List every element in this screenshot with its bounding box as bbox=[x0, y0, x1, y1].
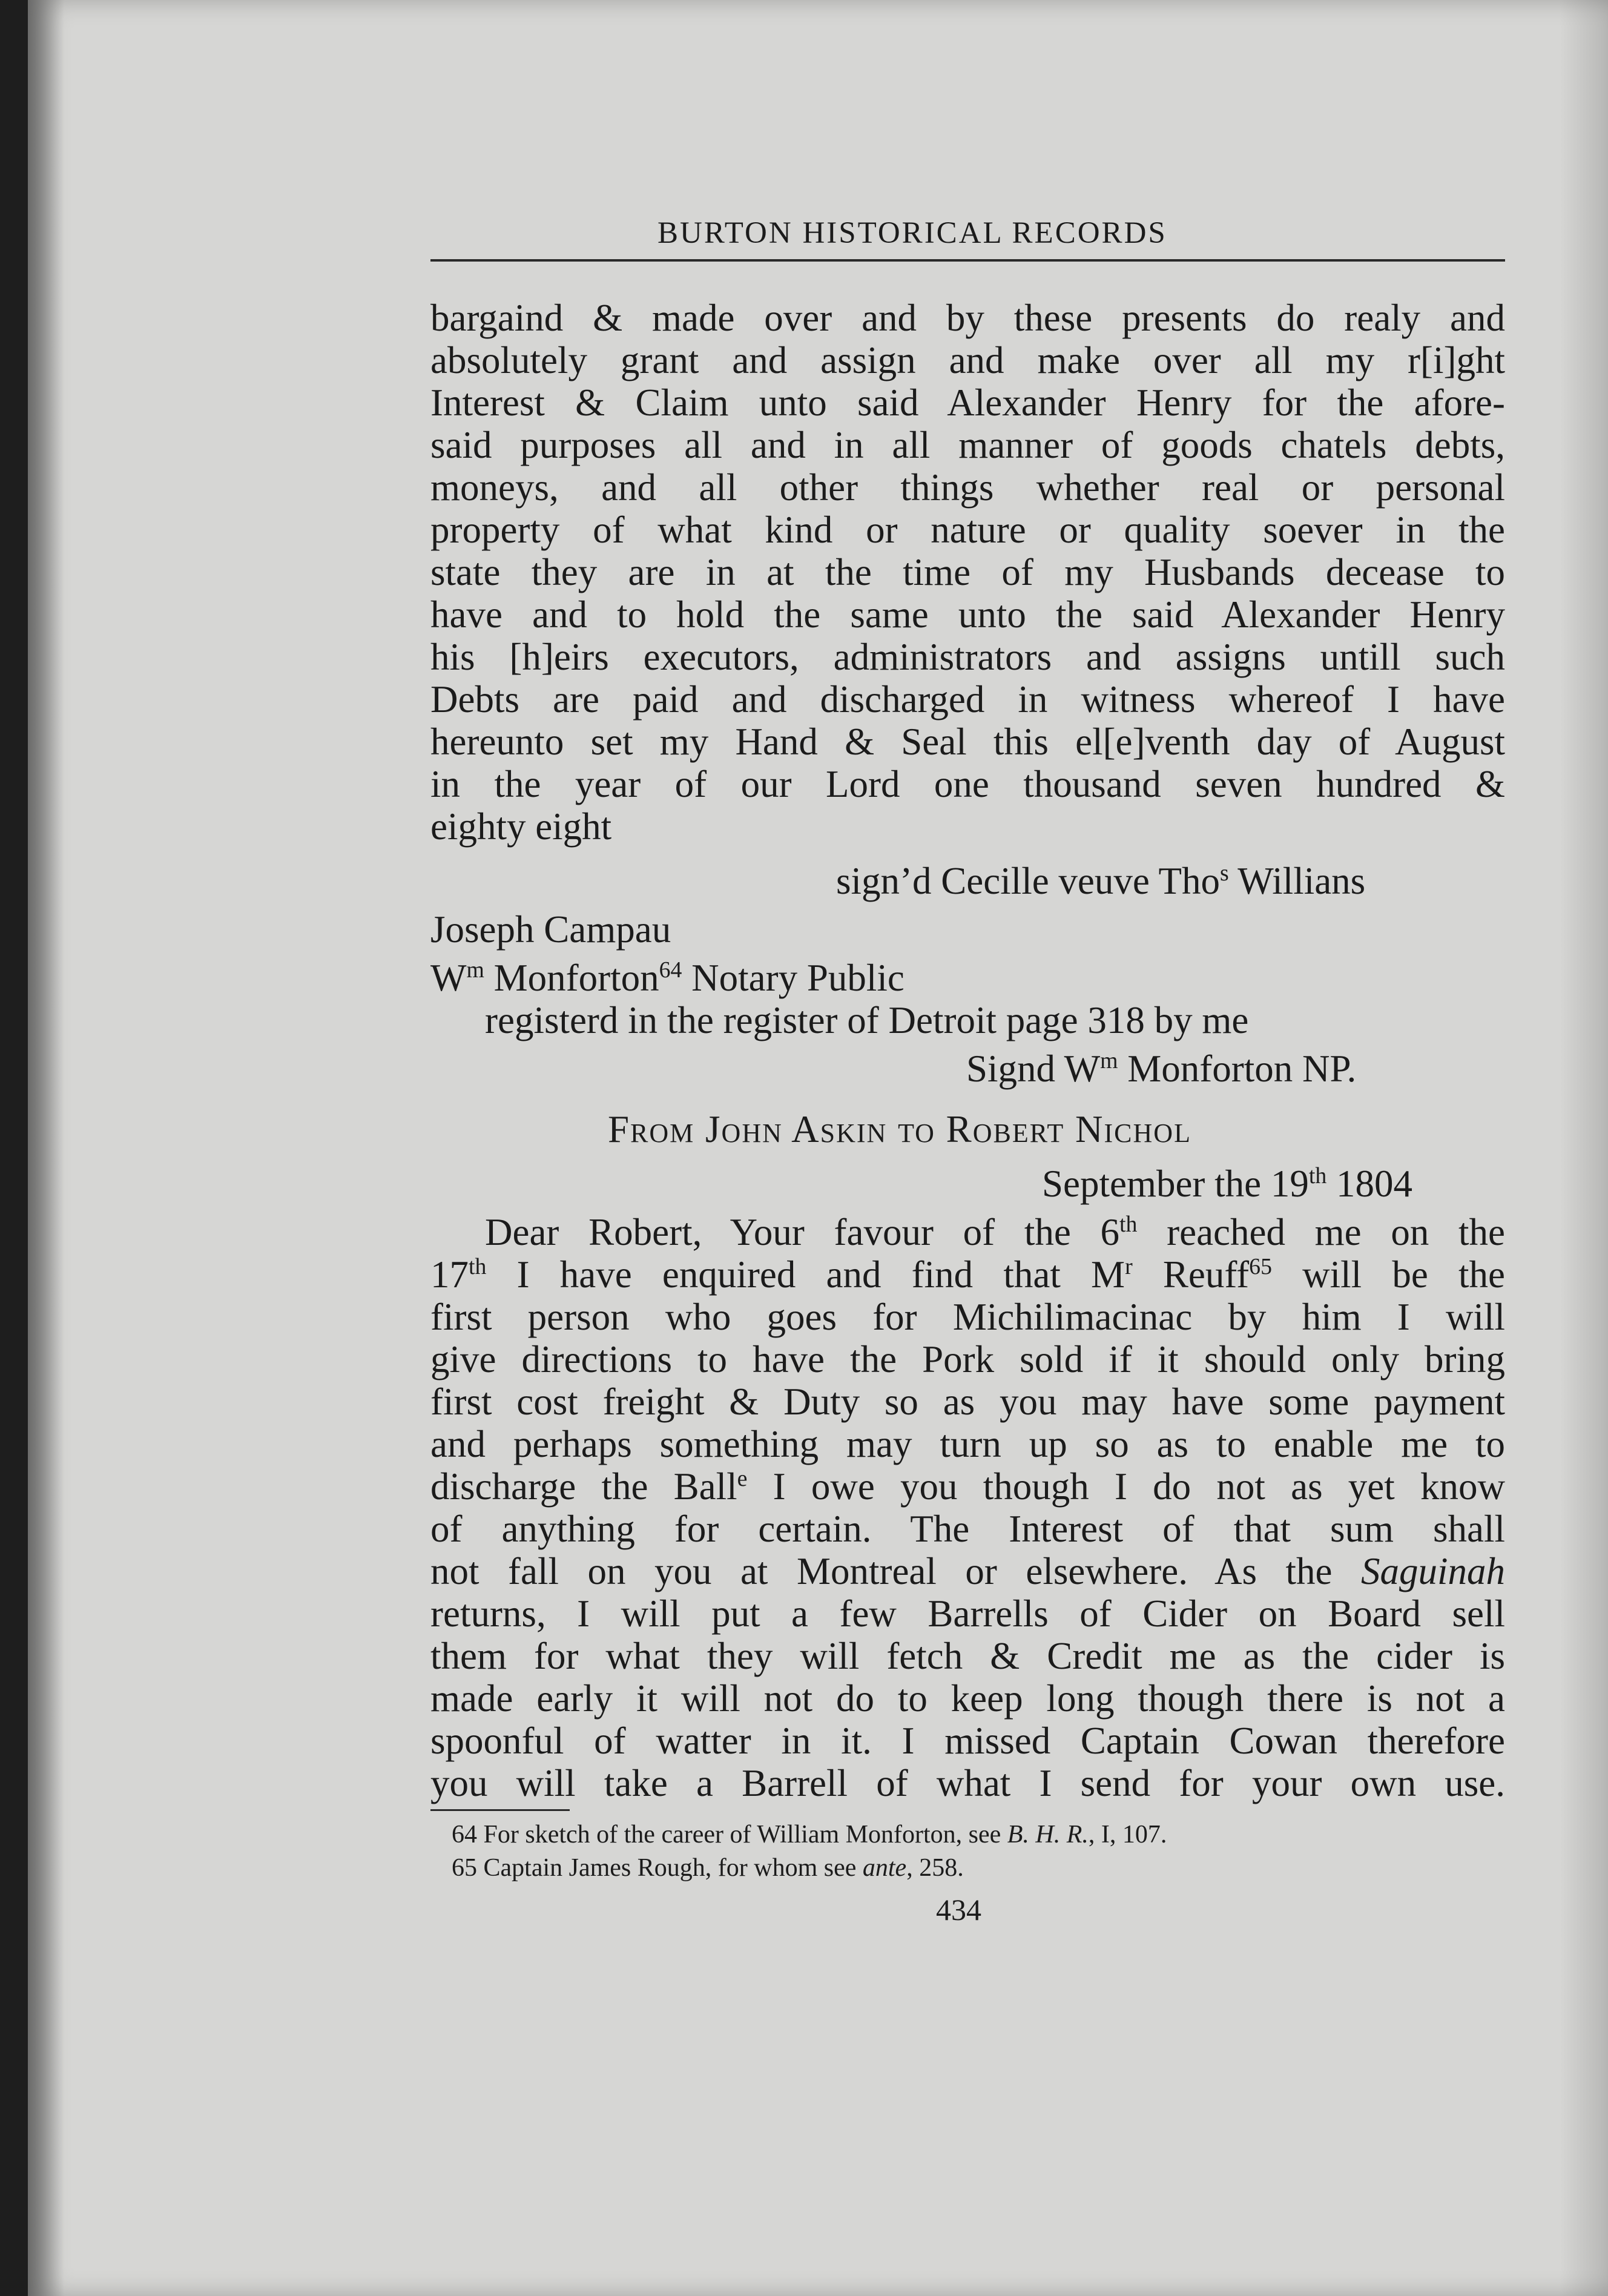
witness-line: Joseph Campau bbox=[430, 908, 671, 951]
footnote-rule bbox=[430, 1809, 570, 1811]
signature-line: sign’d Cecille veuve Tho$^s$ Willians bbox=[836, 860, 1366, 902]
letter-line: not fall on you at Montreal or elsewhere. As the Saguinah bbox=[430, 1550, 1505, 1592]
footnote-64: 64 For sketch of the career of William Monforton, see B. H. R., I, 107. bbox=[452, 1821, 1167, 1849]
footnote-65: 65 Captain James Rough, for whom see ante, 258. bbox=[452, 1854, 964, 1882]
deed-line: Interest & Claim unto said Alexander Henry for the afore- bbox=[430, 381, 1505, 424]
letter-line: spoonful of watter in it. I missed Captain Cowan therefore bbox=[430, 1720, 1505, 1762]
letter-date: September the 19th 1804 bbox=[1042, 1163, 1413, 1205]
page-number: 434 bbox=[936, 1893, 981, 1927]
book-page bbox=[28, 0, 1608, 2296]
deed-line: in the year of our Lord one thousand seven hundred & bbox=[430, 763, 1505, 805]
letter-line: discharge the Ball$^e$ I owe you though I do not as yet know bbox=[430, 1465, 1505, 1508]
deed-line: his [h]eirs executors, administrators and assigns untill such bbox=[430, 636, 1505, 678]
letter-line: first cost freight & Duty so as you may have some payment bbox=[430, 1381, 1505, 1423]
signed-by-line: Signd $W^m$ Monforton NP. bbox=[966, 1047, 1357, 1090]
footnote-ref-64: 64 bbox=[659, 957, 682, 983]
deed-line: said purposes all and in all manner of goods chatels debts, bbox=[430, 424, 1505, 466]
letter-line: and perhaps something may turn up so as to enable me to bbox=[430, 1423, 1505, 1465]
letter-line: made early it will not do to keep long though there is not a bbox=[430, 1677, 1505, 1720]
deed-line: bargaind & made over and by these presents do realy and bbox=[430, 297, 1505, 339]
registration-line: registerd in the register of Detroit page 318 by me bbox=[485, 999, 1249, 1041]
letter-line: Dear Robert, Your favour of the 6th reached me on the bbox=[485, 1211, 1505, 1253]
deed-last-line: eighty eight bbox=[430, 805, 612, 848]
letter-line: returns, I will put a few Barrells of Cider on Board sell bbox=[430, 1592, 1505, 1635]
ship-name: Saguinah bbox=[1360, 1550, 1505, 1592]
letter-line: first person who goes for Michilimacinac by him I will bbox=[430, 1296, 1505, 1338]
deed-line: moneys, and all other things whether real or personal bbox=[430, 466, 1505, 509]
deed-line: hereunto set my Hand & Seal this el[e]venth day of August bbox=[430, 721, 1505, 763]
letter-heading: From John Askin to Robert Nichol bbox=[608, 1108, 1191, 1150]
deed-line: property of what kind or nature or quality soever in the bbox=[430, 509, 1505, 551]
letter-line: them for what they will fetch & Credit me as the cider is bbox=[430, 1635, 1505, 1677]
deed-line: state they are in at the time of my Husbands decease to bbox=[430, 551, 1505, 593]
footnote-ref-65: 65 bbox=[1249, 1254, 1272, 1279]
notary-line: $W^m$ Monforton$^{64}$ Notary Public bbox=[430, 957, 904, 999]
letter-line: give directions to have the Pork sold if it should only bring bbox=[430, 1338, 1505, 1381]
deed-line: Debts are paid and discharged in witness whereof I have bbox=[430, 678, 1505, 721]
deed-line: absolutely grant and assign and make over all my r[i]ght bbox=[430, 339, 1505, 381]
letter-line: you will take a Barrell of what I send for your own use. bbox=[430, 1762, 1505, 1804]
letter-line: of anything for certain. The Interest of that sum shall bbox=[430, 1508, 1505, 1550]
deed-line: have and to hold the same unto the said Alexander Henry bbox=[430, 593, 1505, 636]
running-head: BURTON HISTORICAL RECORDS bbox=[657, 216, 1167, 250]
letter-line: 17th I have enquired and find that $M^r$ Reuff$^{65}$ will be the bbox=[430, 1253, 1506, 1296]
header-rule bbox=[430, 259, 1505, 262]
